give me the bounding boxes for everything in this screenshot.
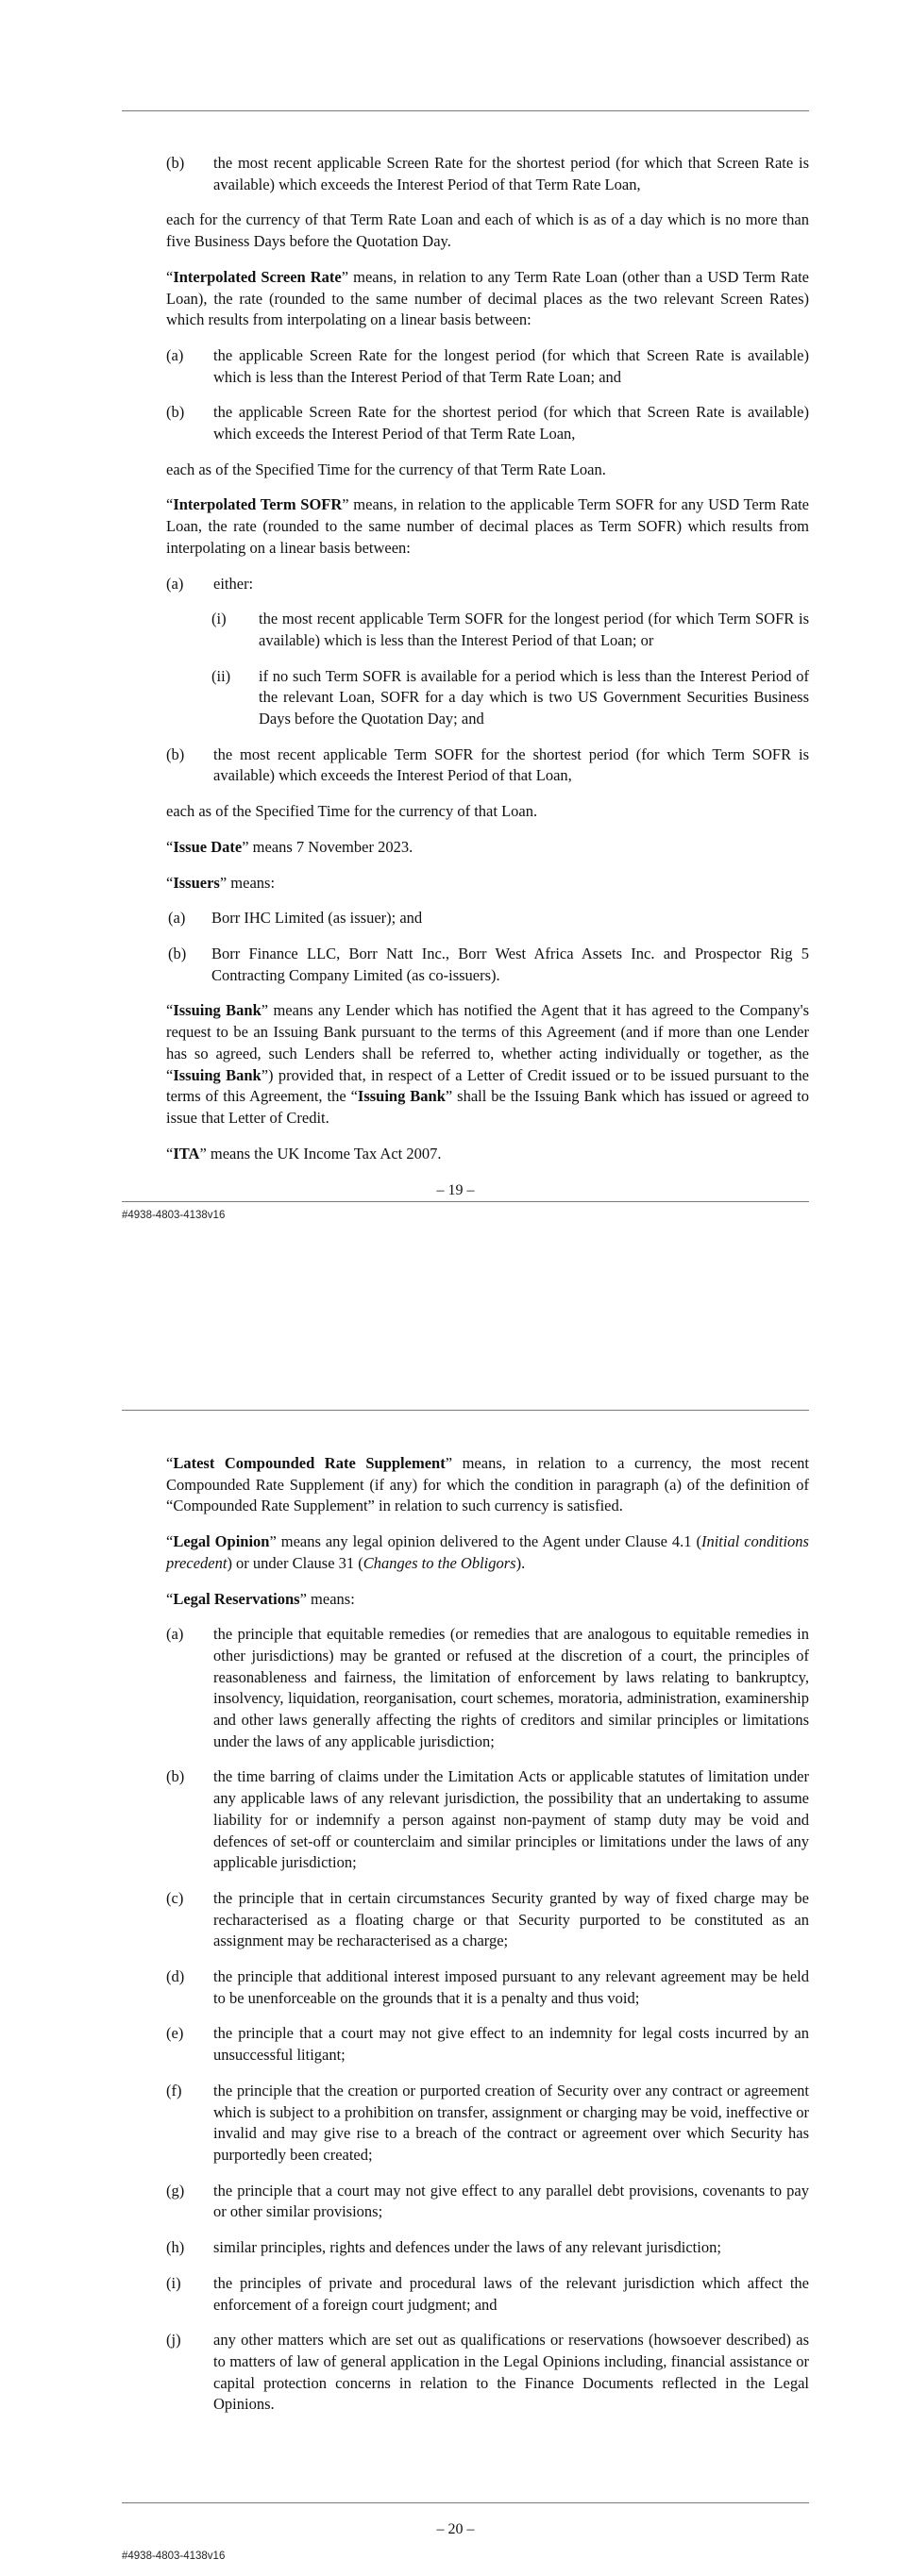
defined-term: Latest Compounded Rate Supplement <box>173 1454 446 1472</box>
list-item: (b) the applicable Screen Rate for the shortest period (for which that Screen Rate is available) which exceeds the Interest Period of that Term Rate Loan, <box>166 403 809 443</box>
sub-list-item: (ii) if no such Term SOFR is available for a period which is less than the Interest Period of the relevant Loan, SOFR for a day which is two US Government Securities Business Days before the Quotation Day; and <box>211 666 809 728</box>
list-item: (b) the most recent applicable Screen Rate for the shortest period (for which that Screen Rate is available) which exceeds the Interest Period of that Term Rate Loan, <box>166 154 809 193</box>
definition-issue-date: “Issue Date” means 7 November 2023. <box>166 837 413 856</box>
list-item: (g) the principle that a court may not give effect to any parallel debt provisions, covenants to pay or other similar provisions; <box>166 2181 809 2221</box>
list-item: (a) either: <box>166 574 254 593</box>
list-item: (i) the principles of private and procedural laws of the relevant jurisdiction which affect the enforcement of a foreign court judgment; and <box>166 2273 809 2314</box>
paragraph: each as of the Specified Time for the currency of that Loan. <box>166 802 538 821</box>
defined-term: Issue Date <box>173 837 243 856</box>
document-reference: #4938-4803-4138v16 <box>122 2551 226 2562</box>
list-item: (a) Borr IHC Limited (as issuer); and <box>168 909 423 928</box>
list-item: (f) the principle that the creation or purported creation of Security over any contract or agreement which is subject to a prohibition on transfer, assignment or charging may be void, ineffective or invalid and may give rise to a breach of the contract or agreement over which Security has purportedly been created; <box>166 2081 809 2164</box>
defined-term: Legal Opinion <box>173 1532 270 1551</box>
list-item: (b) the most recent applicable Term SOFR for the shortest period (for which Term SOFR is available) which exceeds the Interest Period of that Loan, <box>166 744 809 785</box>
defined-term: ITA <box>173 1144 200 1163</box>
definition-interpolated-term-sofr: “Interpolated Term SOFR” means, in relation to the applicable Term SOFR for any USD Term Rate Loan, the rate (rounded to the same number of decimal places as Term SOFR) which results from interpolating on a linear basis between: <box>166 495 809 557</box>
definition-issuing-bank: “Issuing Bank” means any Lender which has notified the Agent that it has agreed to the Company's request to be an Issuing Bank pursuant to the terms of this Agreement (and if more than one Lender has so agreed, such Lenders shall be referred to, whether acting individually or together, as the “Issuing Bank”) provided that, in respect of a Letter of Credit issued or to be issued pursuant to the terms of this Agreement, the “Issuing Bank” shall be the Issuing Bank which has issued or agreed to issue that Letter of Credit. <box>166 1001 809 1127</box>
definition-interpolated-screen-rate: “Interpolated Screen Rate” means, in relation to any Term Rate Loan (other than a USD Term Rate Loan), the rate (rounded to the same number of decimal places as the two relevant Screen Rates) which results from interpolating on a linear basis between: <box>166 267 810 329</box>
defined-term: Issuing Bank <box>173 1001 261 1020</box>
list-item: (c) the principle that in certain circumstances Security granted by way of fixed charge may be recharacterised as a floating charge or that Security purported to be constituted as an assignment may be recharacterised as a charge; <box>166 1888 809 1950</box>
page-footer-rule <box>122 2502 809 2503</box>
list-item: (h) similar principles, rights and defences under the laws of any relevant jurisdiction; <box>166 2238 721 2257</box>
list-item: (b) Borr Finance LLC, Borr Natt Inc., Borr West Africa Assets Inc. and Prospector Rig 5 Contracting Company Limited (as co-issuers). <box>168 944 809 984</box>
list-item: (d) the principle that additional interest imposed pursuant to any relevant agreement may be held to be unenforceable on the grounds that it is a penalty and thus void; <box>166 1967 809 2007</box>
list-item: (b) the time barring of claims under the Limitation Acts or applicable statutes of limitation under any applicable laws of any relevant jurisdiction, the possibility that an undertaking to assume liability for or indemnify a person against non-payment of stamp duty may be void and defences of set-off or counterclaim and similar principles or limitations under the laws of any applicable jurisdiction; <box>166 1767 809 1872</box>
list-item: (e) the principle that a court may not give effect to an indemnity for legal costs incurred by an unsuccessful litigant; <box>166 2024 809 2065</box>
definition-ita: “ITA” means the UK Income Tax Act 2007. <box>166 1144 442 1163</box>
page-number: – 19 – <box>436 1182 475 1198</box>
page-top-rule <box>122 1410 809 1411</box>
definition-legal-opinion: “Legal Opinion” means any legal opinion delivered to the Agent under Clause 4.1 (Initial conditions precedent) or under Clause 31 (Changes to the Obligors). <box>166 1532 809 1572</box>
definition-issuers: “Issuers” means: <box>166 873 276 892</box>
paragraph: each as of the Specified Time for the currency of that Term Rate Loan. <box>166 460 606 478</box>
document-reference: #4938-4803-4138v16 <box>122 1210 226 1221</box>
sub-list-item: (i) the most recent applicable Term SOFR for the longest period (for which Term SOFR is available) which is less than the Interest Period of that Loan; or <box>211 610 809 649</box>
page-top-rule <box>122 110 809 111</box>
defined-term: Legal Reservations <box>173 1589 300 1608</box>
page-20-body <box>166 1453 809 2430</box>
definition-latest-compounded-rate-supplement: “Latest Compounded Rate Supplement” means, in relation to a currency, the most recent Compounded Rate Supplement (if any) for which the condition in paragraph (a) of the definition of “Compounded Rate Supplement” in relation to such currency is satisfied. <box>166 1454 810 1515</box>
defined-term: Issuers <box>173 873 220 892</box>
list-item: (j) any other matters which are set out as qualifications or reservations (howsoever described) as to matters of law of general application in the Legal Opinions including, financial assistance or capital protection concerns in relation to the Finance Documents reflected in the Legal Opinions. <box>166 2331 809 2414</box>
list-item: (a) the principle that equitable remedies (or remedies that are analogous to equitable remedies in other jurisdictions) may be granted or refused at the discretion of a court, the principles of reasonableness and fairness, the limitation of enforcement by laws relating to bankruptcy, insolvency, liquidation, reorganisation, court schemes, moratoria, administration, examinership and other laws generally affecting the rights of creditors and similar principles or limitations under the laws of any applicable jurisdiction; <box>166 1625 809 1750</box>
legal-reservations-list <box>166 1624 809 2416</box>
definition-legal-reservations: “Legal Reservations” means: <box>166 1589 355 1608</box>
list-item: (a) the applicable Screen Rate for the longest period (for which that Screen Rate is available) which is less than the Interest Period of that Term Rate Loan; and <box>166 345 809 386</box>
page-footer-rule <box>122 1201 809 1202</box>
page-19-body <box>166 153 809 1179</box>
defined-term: Interpolated Term SOFR <box>173 495 343 514</box>
paragraph: each for the currency of that Term Rate Loan and each of which is as of a day which is no more than five Business Days before the Quotation Day. <box>166 210 809 251</box>
page-number: – 20 – <box>436 2521 475 2537</box>
defined-term: Interpolated Screen Rate <box>173 267 342 286</box>
